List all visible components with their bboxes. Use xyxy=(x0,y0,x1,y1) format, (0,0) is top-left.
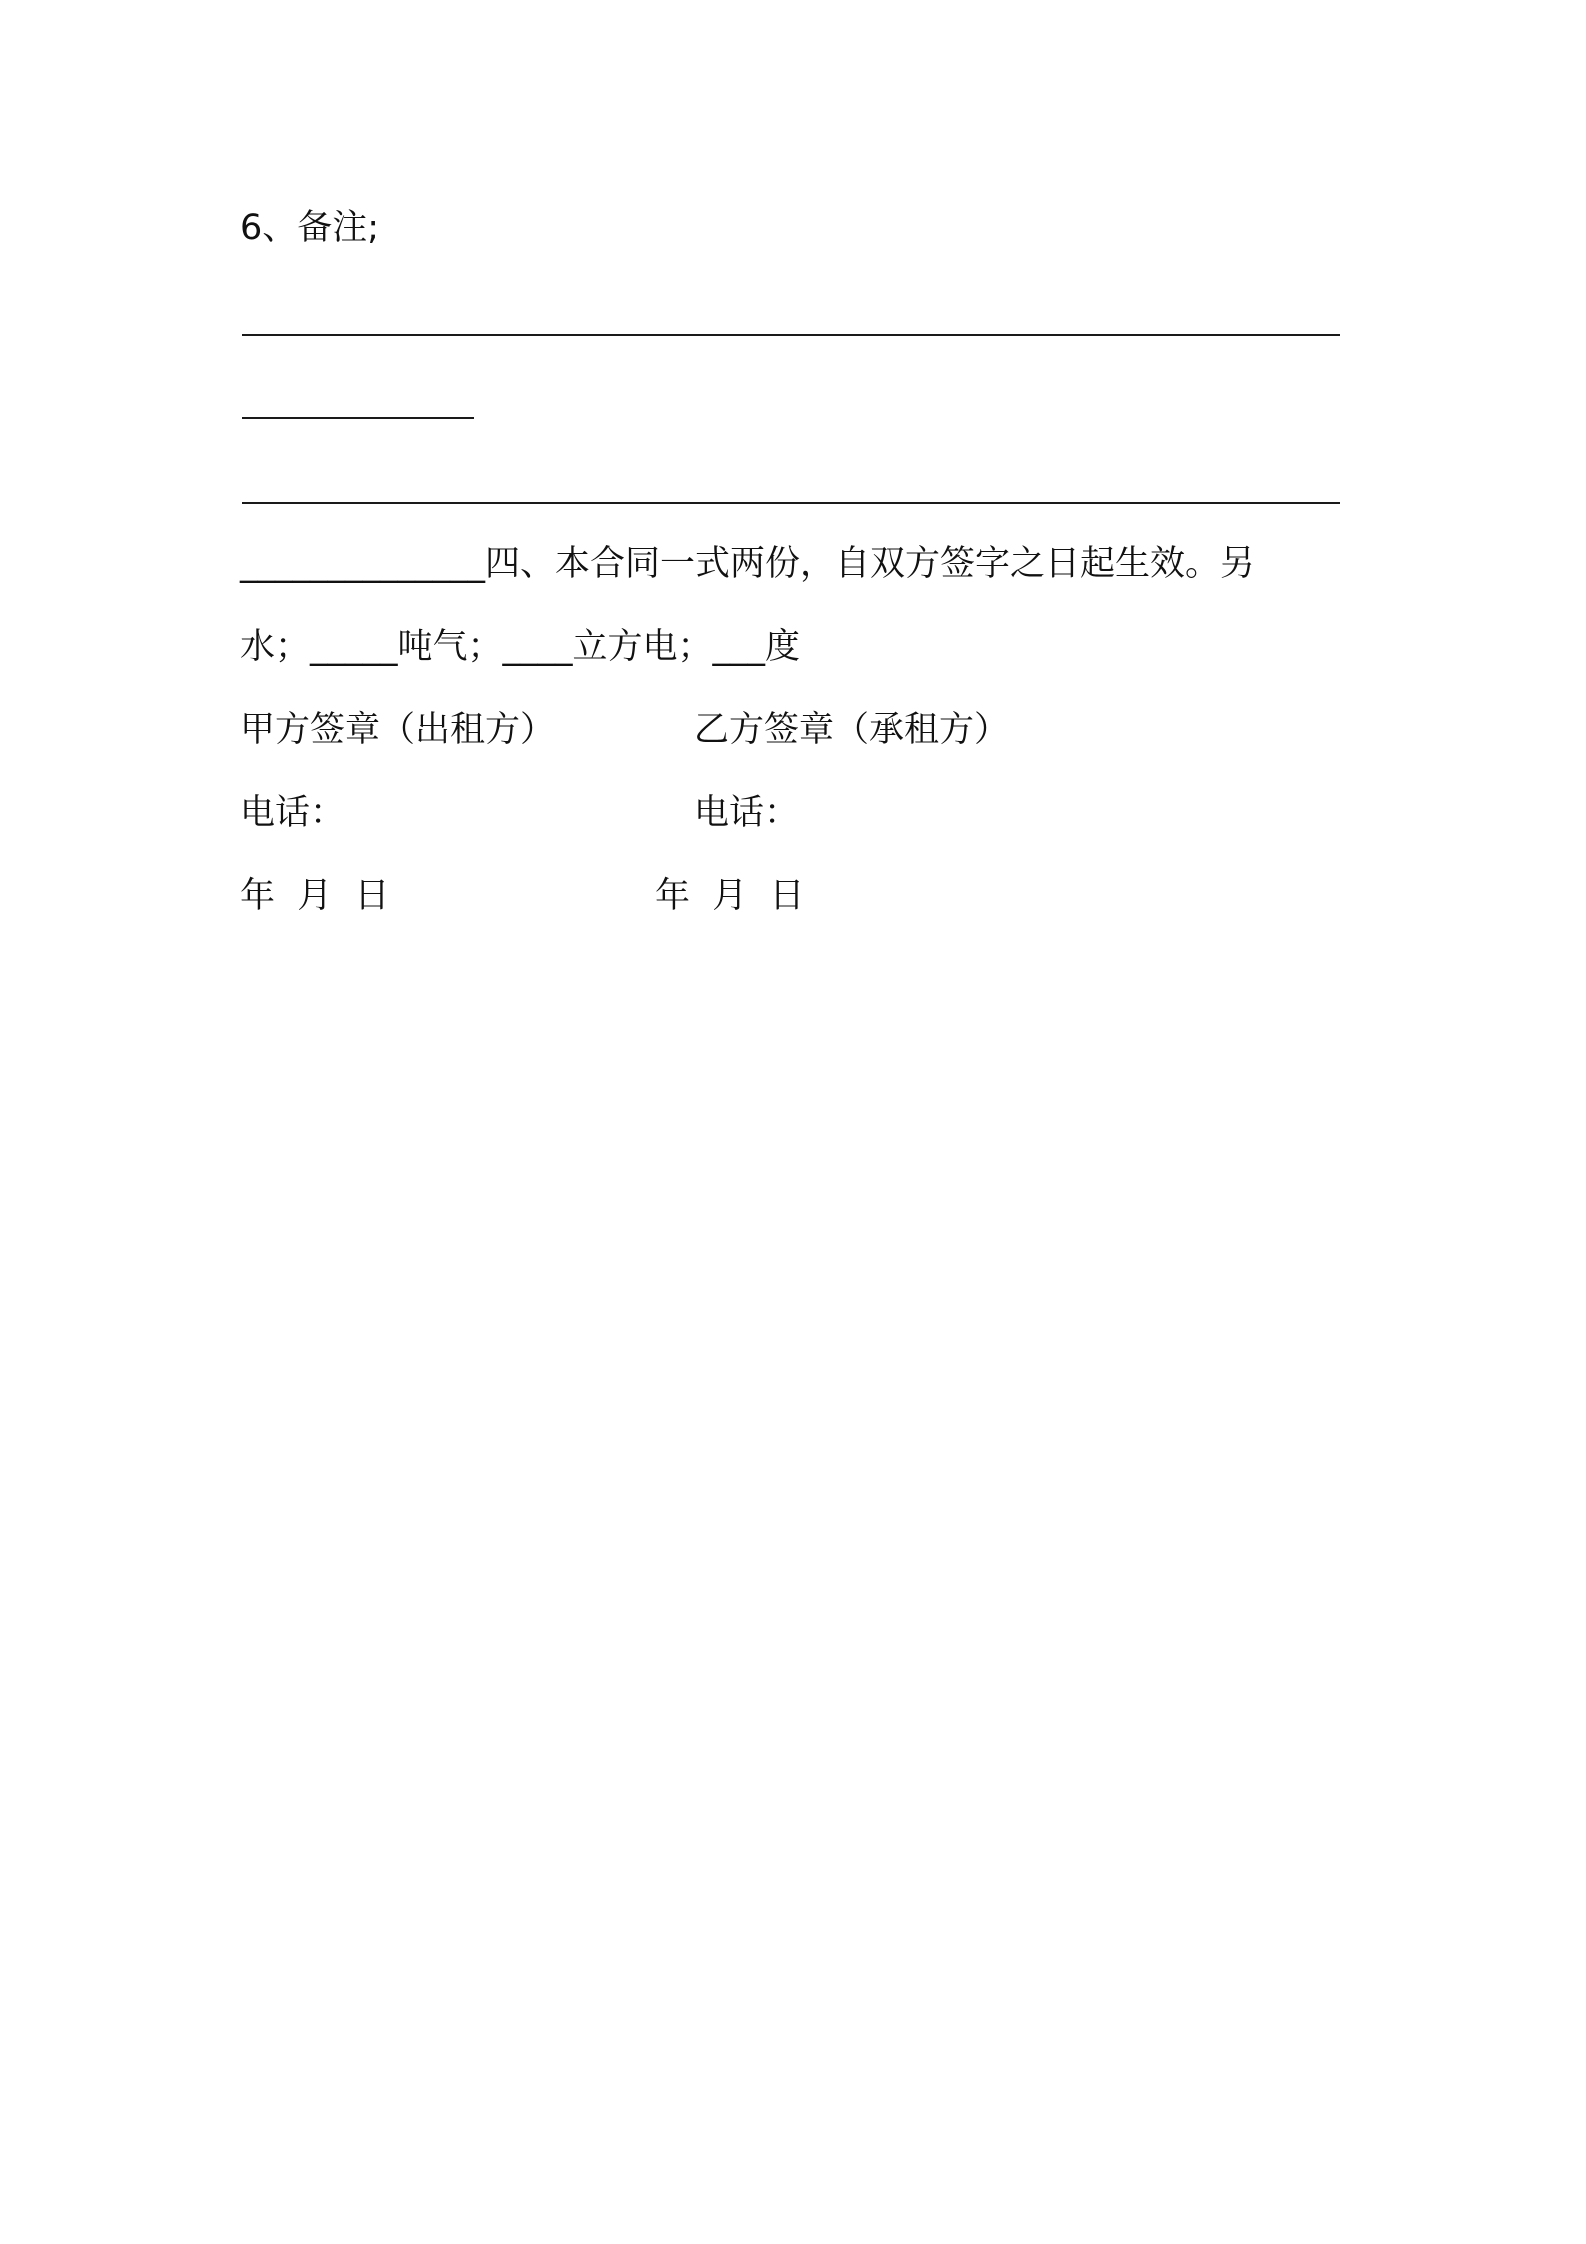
party-a-signature-label: 甲方签章（出租方） xyxy=(240,710,556,750)
remarks-blank-line-2 xyxy=(242,417,474,419)
utilities-line: 水；_____吨气；____立方电；___度 xyxy=(240,627,801,667)
remarks-blank-line-1 xyxy=(242,334,1340,336)
party-b-date-label: 年 月 日 xyxy=(655,876,805,916)
remarks-heading: 6、备注; xyxy=(240,208,380,248)
party-a-phone-label: 电话： xyxy=(240,793,346,833)
remarks-blank-line-3 xyxy=(242,502,1340,504)
clause-four-text: ______________四、本合同一式两份，自双方签字之日起生效。另 xyxy=(240,544,1256,584)
party-b-signature-label: 乙方签章（承租方） xyxy=(694,710,1010,750)
party-b-phone-label: 电话： xyxy=(694,793,800,833)
party-a-date-label: 年 月 日 xyxy=(240,876,390,916)
